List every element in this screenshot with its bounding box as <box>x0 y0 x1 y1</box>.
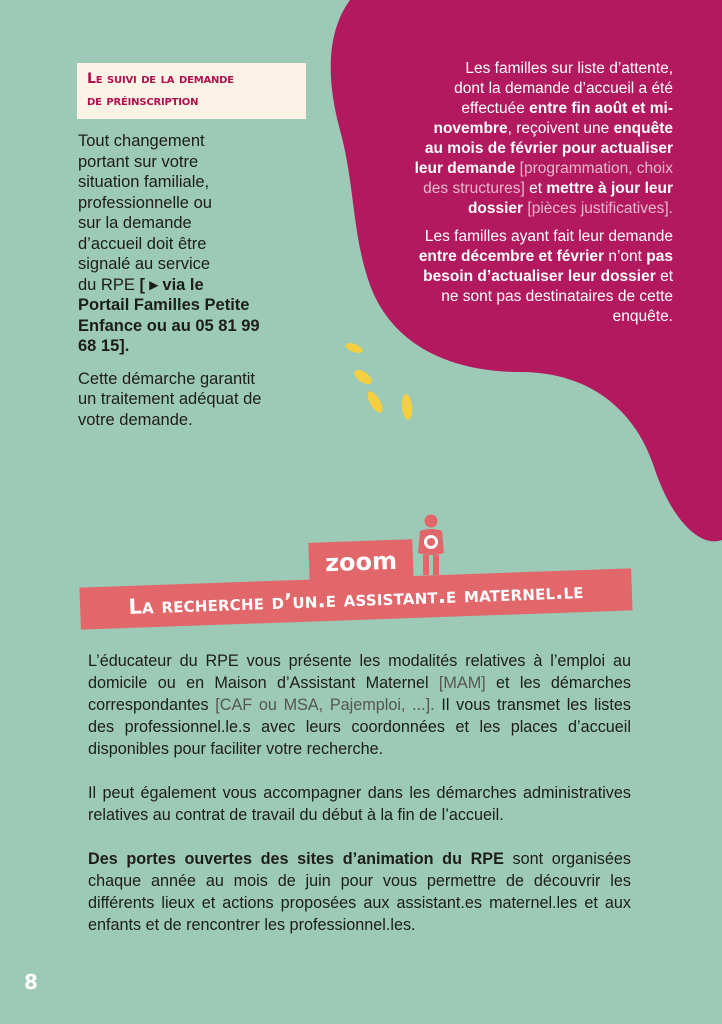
sun-rays-icon <box>345 340 425 425</box>
open-days-paragraph <box>88 848 631 936</box>
bold-text: entre décembre et février <box>418 248 605 265</box>
bold-text: novembre <box>433 120 508 137</box>
change-notice-text <box>78 131 303 442</box>
phone-text: 68 15]. <box>78 337 130 355</box>
heading-line-2: de préinscription <box>87 93 199 109</box>
bracket-text: [pièces justificatives]. <box>523 200 673 217</box>
bracket-text: des structures] <box>423 180 525 197</box>
bracket-text: [programmation, choix <box>515 160 673 177</box>
text-line: portant sur votre <box>78 152 199 171</box>
bold-text: entre fin août et mi- <box>529 100 673 117</box>
text-line: , reçoivent une <box>507 120 614 137</box>
text-line: Les familles ayant fait leur demande <box>424 228 673 245</box>
text-line: Tout changement <box>78 132 205 150</box>
survey-paragraph <box>333 59 673 219</box>
bold-text: mettre à jour leur <box>546 180 673 197</box>
bracket-text: [CAF ou MSA, Pajemploi, ...]. <box>215 696 435 714</box>
bold-text: au mois de février pour actualiser <box>424 140 673 157</box>
text-line: Cette démarche garantit <box>78 369 256 388</box>
text-line: votre demande. <box>78 410 193 429</box>
bold-text: enquête <box>613 120 673 137</box>
text-line: n’ont <box>604 248 647 265</box>
text-line: un traitement adéquat de <box>78 390 262 408</box>
text-run: et les démarches correspondantes <box>88 674 632 714</box>
text-run: Il vous transmet les listes des professionnel.le.s avec leurs coordonnées et les places d’accueil disponibles pour faciliter votre recherche. <box>88 696 631 758</box>
text-line: d’accueil doit être <box>78 234 207 253</box>
waiting-list-text <box>333 59 673 335</box>
bold-text: pas <box>646 248 673 265</box>
educator-paragraph <box>88 650 631 760</box>
text-line: et <box>524 180 547 197</box>
text-line: Les familles sur liste d’attente, <box>465 60 673 77</box>
text-line: ne sont pas destinataires de cette <box>441 288 673 305</box>
no-update-paragraph <box>333 227 673 327</box>
text-line: et <box>655 268 673 285</box>
support-paragraph: Il peut également vous accompagner dans les démarches administratives relatives au contrat de travail du début à la fin de l’accueil. <box>88 784 631 824</box>
text-line: sur la demande <box>78 214 192 232</box>
portal-link-text: Portail Familles Petite <box>78 296 250 314</box>
zoom-label: zoom <box>308 539 413 585</box>
text-line: effectuée <box>461 100 530 117</box>
change-notice-paragraph <box>78 131 303 357</box>
page-number: 8 <box>24 970 38 994</box>
text-line: du RPE <box>78 275 140 294</box>
guarantee-paragraph <box>78 369 303 431</box>
bold-text: dossier <box>467 200 524 217</box>
assistant-search-text <box>88 650 631 958</box>
text-run: sont organisées chaque année au mois de juin pour vous permettre de découvrir les différents lieux et actions proposées aux assistant.es maternel.les et aux enfants et de rencontrer les professionnel.les. <box>88 850 631 934</box>
text-line: professionnelle ou <box>78 193 212 212</box>
bold-text: besoin d’actualiser leur dossier <box>423 268 656 285</box>
mother-with-baby-icon <box>414 513 448 577</box>
text-line: situation familiale, <box>78 173 210 191</box>
phone-text: Enfance ou au 05 81 99 <box>78 316 260 335</box>
section-banner-title: La recherche d’un.e assistant.e maternel.le <box>79 568 632 629</box>
text-run: L’éducateur du RPE vous présente les modalités relatives à l’emploi au domicile ou en Maison d’Assistant Maternel <box>88 652 631 692</box>
section-heading <box>77 63 306 119</box>
bold-text: leur demande <box>414 160 516 177</box>
bold-text: Des portes ouvertes des sites d’animation du RPE <box>88 850 504 868</box>
portal-link-text: [ ▸ via le <box>139 275 204 294</box>
text-line: signalé au service <box>78 255 211 273</box>
bracket-text: [MAM] <box>438 674 486 692</box>
text-line: enquête. <box>612 308 673 325</box>
text-line: dont la demande d’accueil a été <box>454 80 673 97</box>
heading-line-1: Le suivi de la demande <box>87 71 234 87</box>
